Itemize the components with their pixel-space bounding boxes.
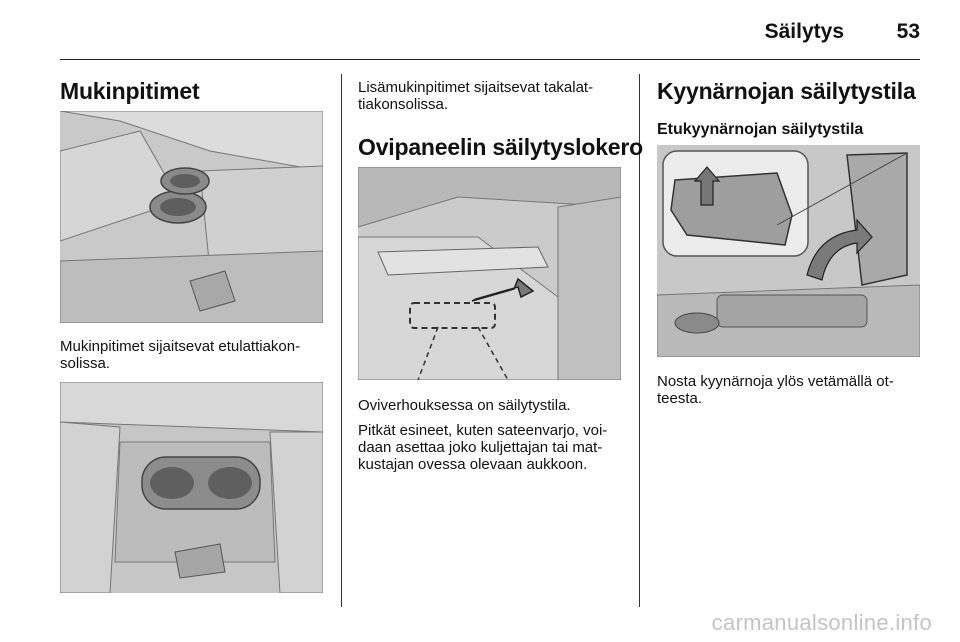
heading-armrest-storage: Kyynärnojan säilytystila (657, 78, 916, 104)
watermark: carmanualsonline.info (711, 610, 932, 635)
cupholder-caption (60, 338, 300, 372)
caption-line: solissa. (60, 355, 111, 372)
door-storage-text2 (358, 422, 607, 473)
page-number: 53 (896, 20, 920, 43)
subheading-front-armrest: Etukyynärnojan säilytystila (657, 121, 864, 138)
armrest-storage-illustration (657, 145, 920, 357)
text-line: kustajan ovessa olevaan aukkoon. (358, 456, 588, 473)
text-line: Pitkät esineet, kuten sateenvarjo, voi- (358, 422, 608, 439)
text-line: Lisämukinpitimet sijaitsevat takalat- (358, 79, 594, 96)
rear-cupholder-text (358, 79, 593, 113)
caption-line: Mukinpitimet sijaitsevat etulattiakon- (60, 338, 301, 355)
front-cupholder-illustration (60, 111, 323, 323)
text-line: daan asettaa joko kuljettajan tai mat- (358, 439, 603, 456)
heading-door-storage: Ovipaneelin säilytyslokero (358, 134, 643, 160)
heading-cupholders: Mukinpitimet (60, 78, 200, 104)
caption-line: teesta. (657, 390, 703, 407)
page-header (60, 0, 920, 60)
column-divider (341, 74, 342, 607)
door-storage-illustration (358, 167, 621, 380)
door-storage-text1: Oviverhouksessa on säilytystila. (358, 397, 571, 414)
section-title: Säilytys (764, 20, 844, 43)
armrest-caption (657, 373, 894, 407)
caption-line: Nosta kyynärnoja ylös vetämällä ot- (657, 373, 894, 390)
text-line: tiakonsolissa. (358, 96, 449, 113)
rear-cupholder-illustration (60, 382, 323, 593)
